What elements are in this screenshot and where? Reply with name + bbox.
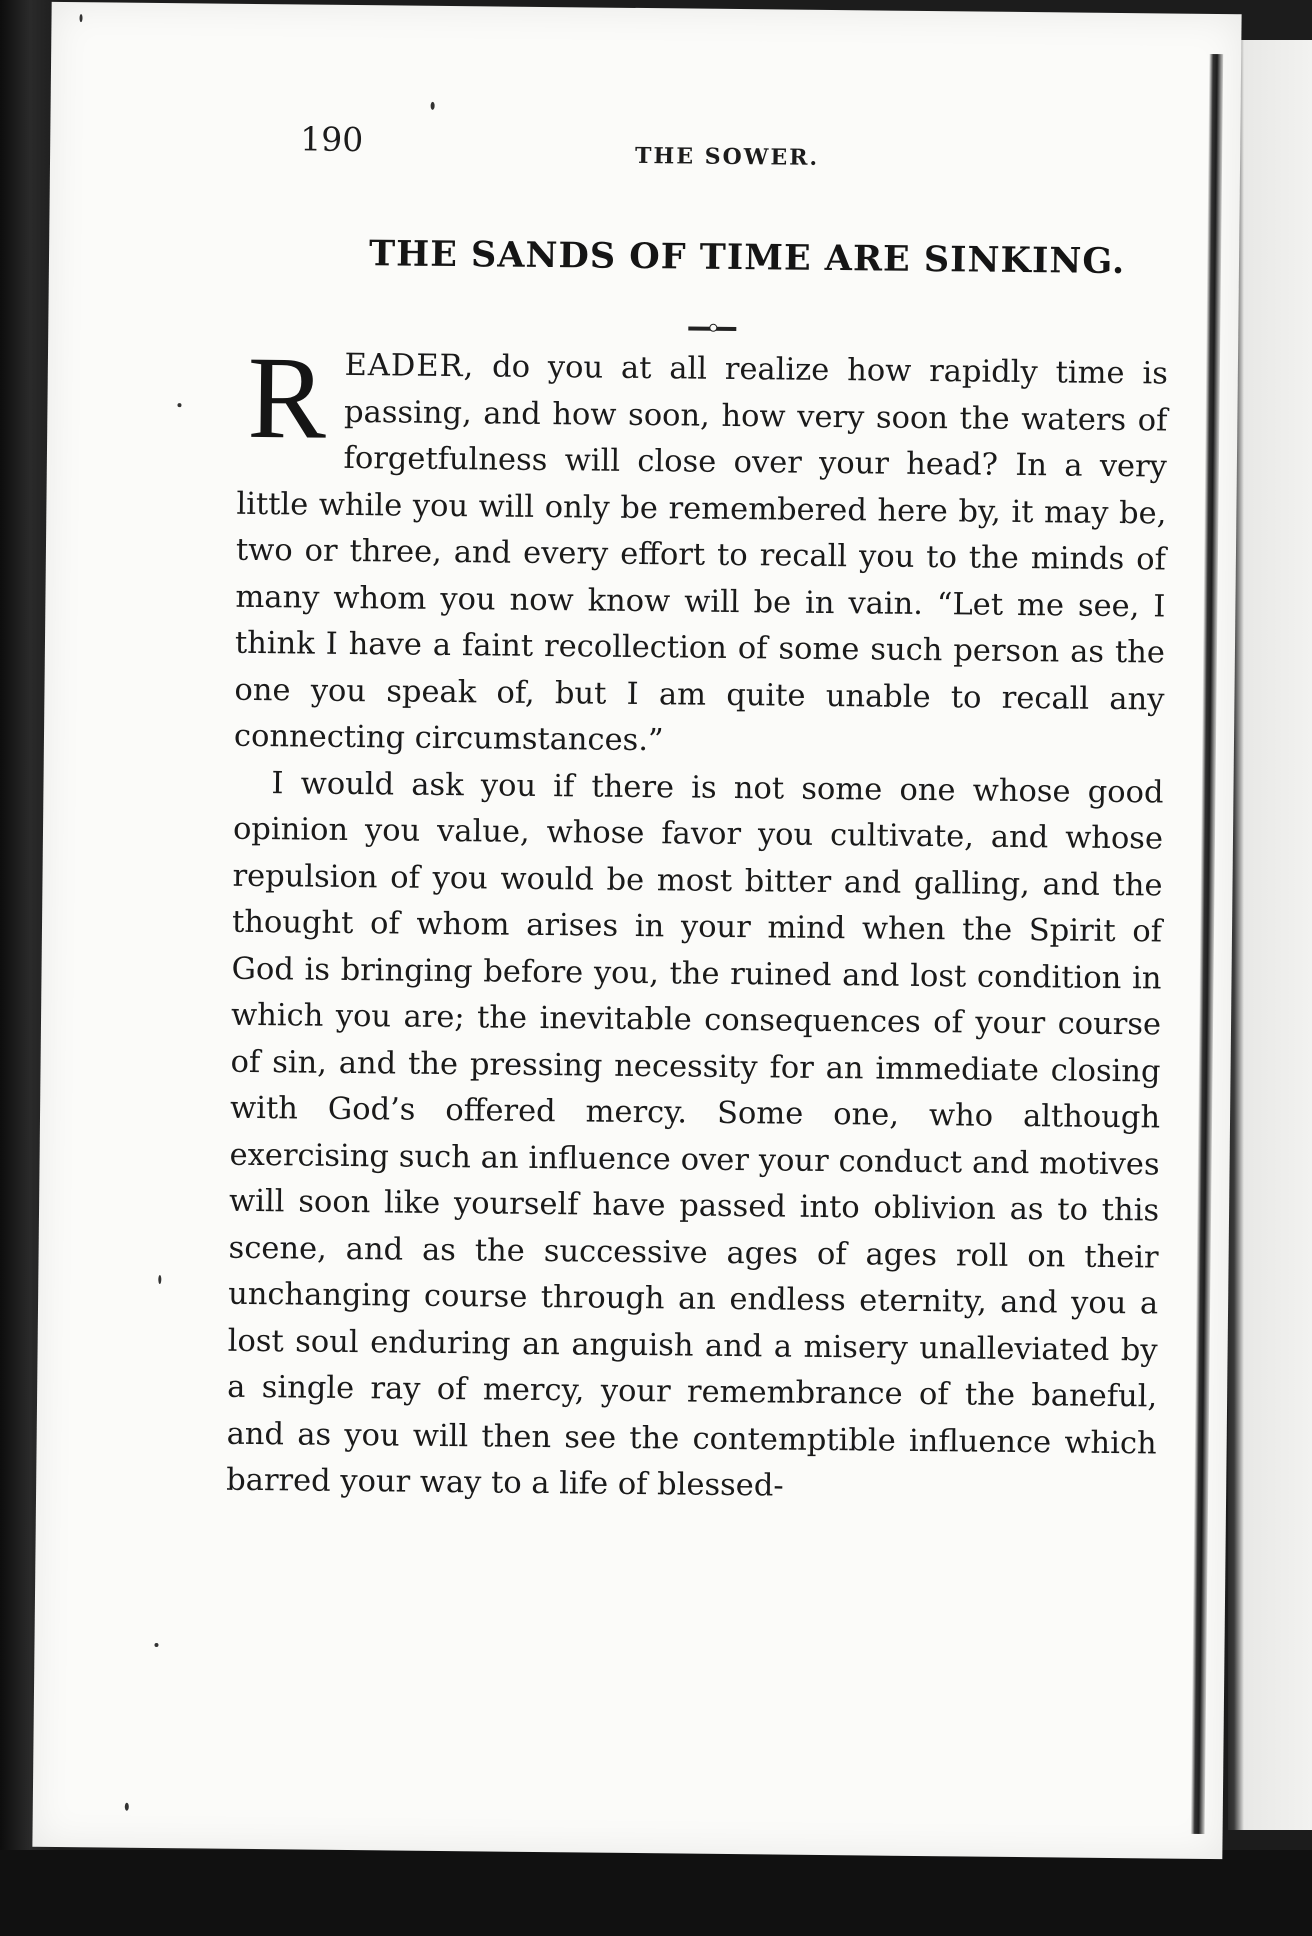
scan-speck	[125, 1803, 129, 1811]
scan-speck	[431, 102, 435, 110]
paragraph-2: I would ask you if there is not some one whose good opinion you value, whose favor you cultivate, and whose repulsion of you would be most bitter and galling, and the thought of whom arises in your mind when the Spirit of God is bringing before you, the ruined and lost condition in which you are; the inevitable consequences of your course of sin, and the pressing necessity for an immediate closing with God’s offered mercy. Some one, who although exercising such an influence over your conduct and motives will soon like yourself have passed into oblivion as to this scene, and as the successive ages of ages roll on their unchanging course through an endless eternity, and you a lost soul enduring an anguish and a misery unalleviated by a single ray of mercy, your remembrance of the baneful, and as you will then see the contemptible influence which barred your way to a life of blessed-	[226, 765, 1164, 1504]
book-page	[32, 2, 1241, 1859]
scan-speck	[158, 1275, 161, 1284]
scan-bottom-edge	[0, 1850, 1312, 1936]
lead-word: EADER,	[344, 347, 475, 385]
page-gutter	[1191, 54, 1224, 1834]
running-head: THE SOWER.	[634, 142, 820, 171]
drop-cap: R	[246, 331, 327, 464]
scan-speck	[177, 403, 181, 407]
scan-speck	[79, 14, 82, 22]
facing-page-edge	[1228, 40, 1312, 1830]
page-number: 190	[300, 119, 364, 160]
body-text	[226, 331, 1169, 1514]
scan-speck	[154, 1643, 158, 1647]
paragraph-1	[233, 331, 1169, 770]
chapter-title: THE SANDS OF TIME ARE SINKING.	[368, 233, 1126, 283]
page-header	[255, 109, 1155, 171]
paragraph-1-text: do you at all realize how rapidly time is passing, and how soon, how very soon the waters of forgetfulness will close over your head? In a very little while you will only be remembered here by, it may be, two or three, and every effort to recall you to the minds of many whom you now know will be in vain. “Let me see, I think I have a faint recollection of some such person as the one you speak of, but I am quite unable to recall any connecting circumstances.”	[233, 349, 1169, 759]
title-ornament-dot	[709, 324, 717, 332]
